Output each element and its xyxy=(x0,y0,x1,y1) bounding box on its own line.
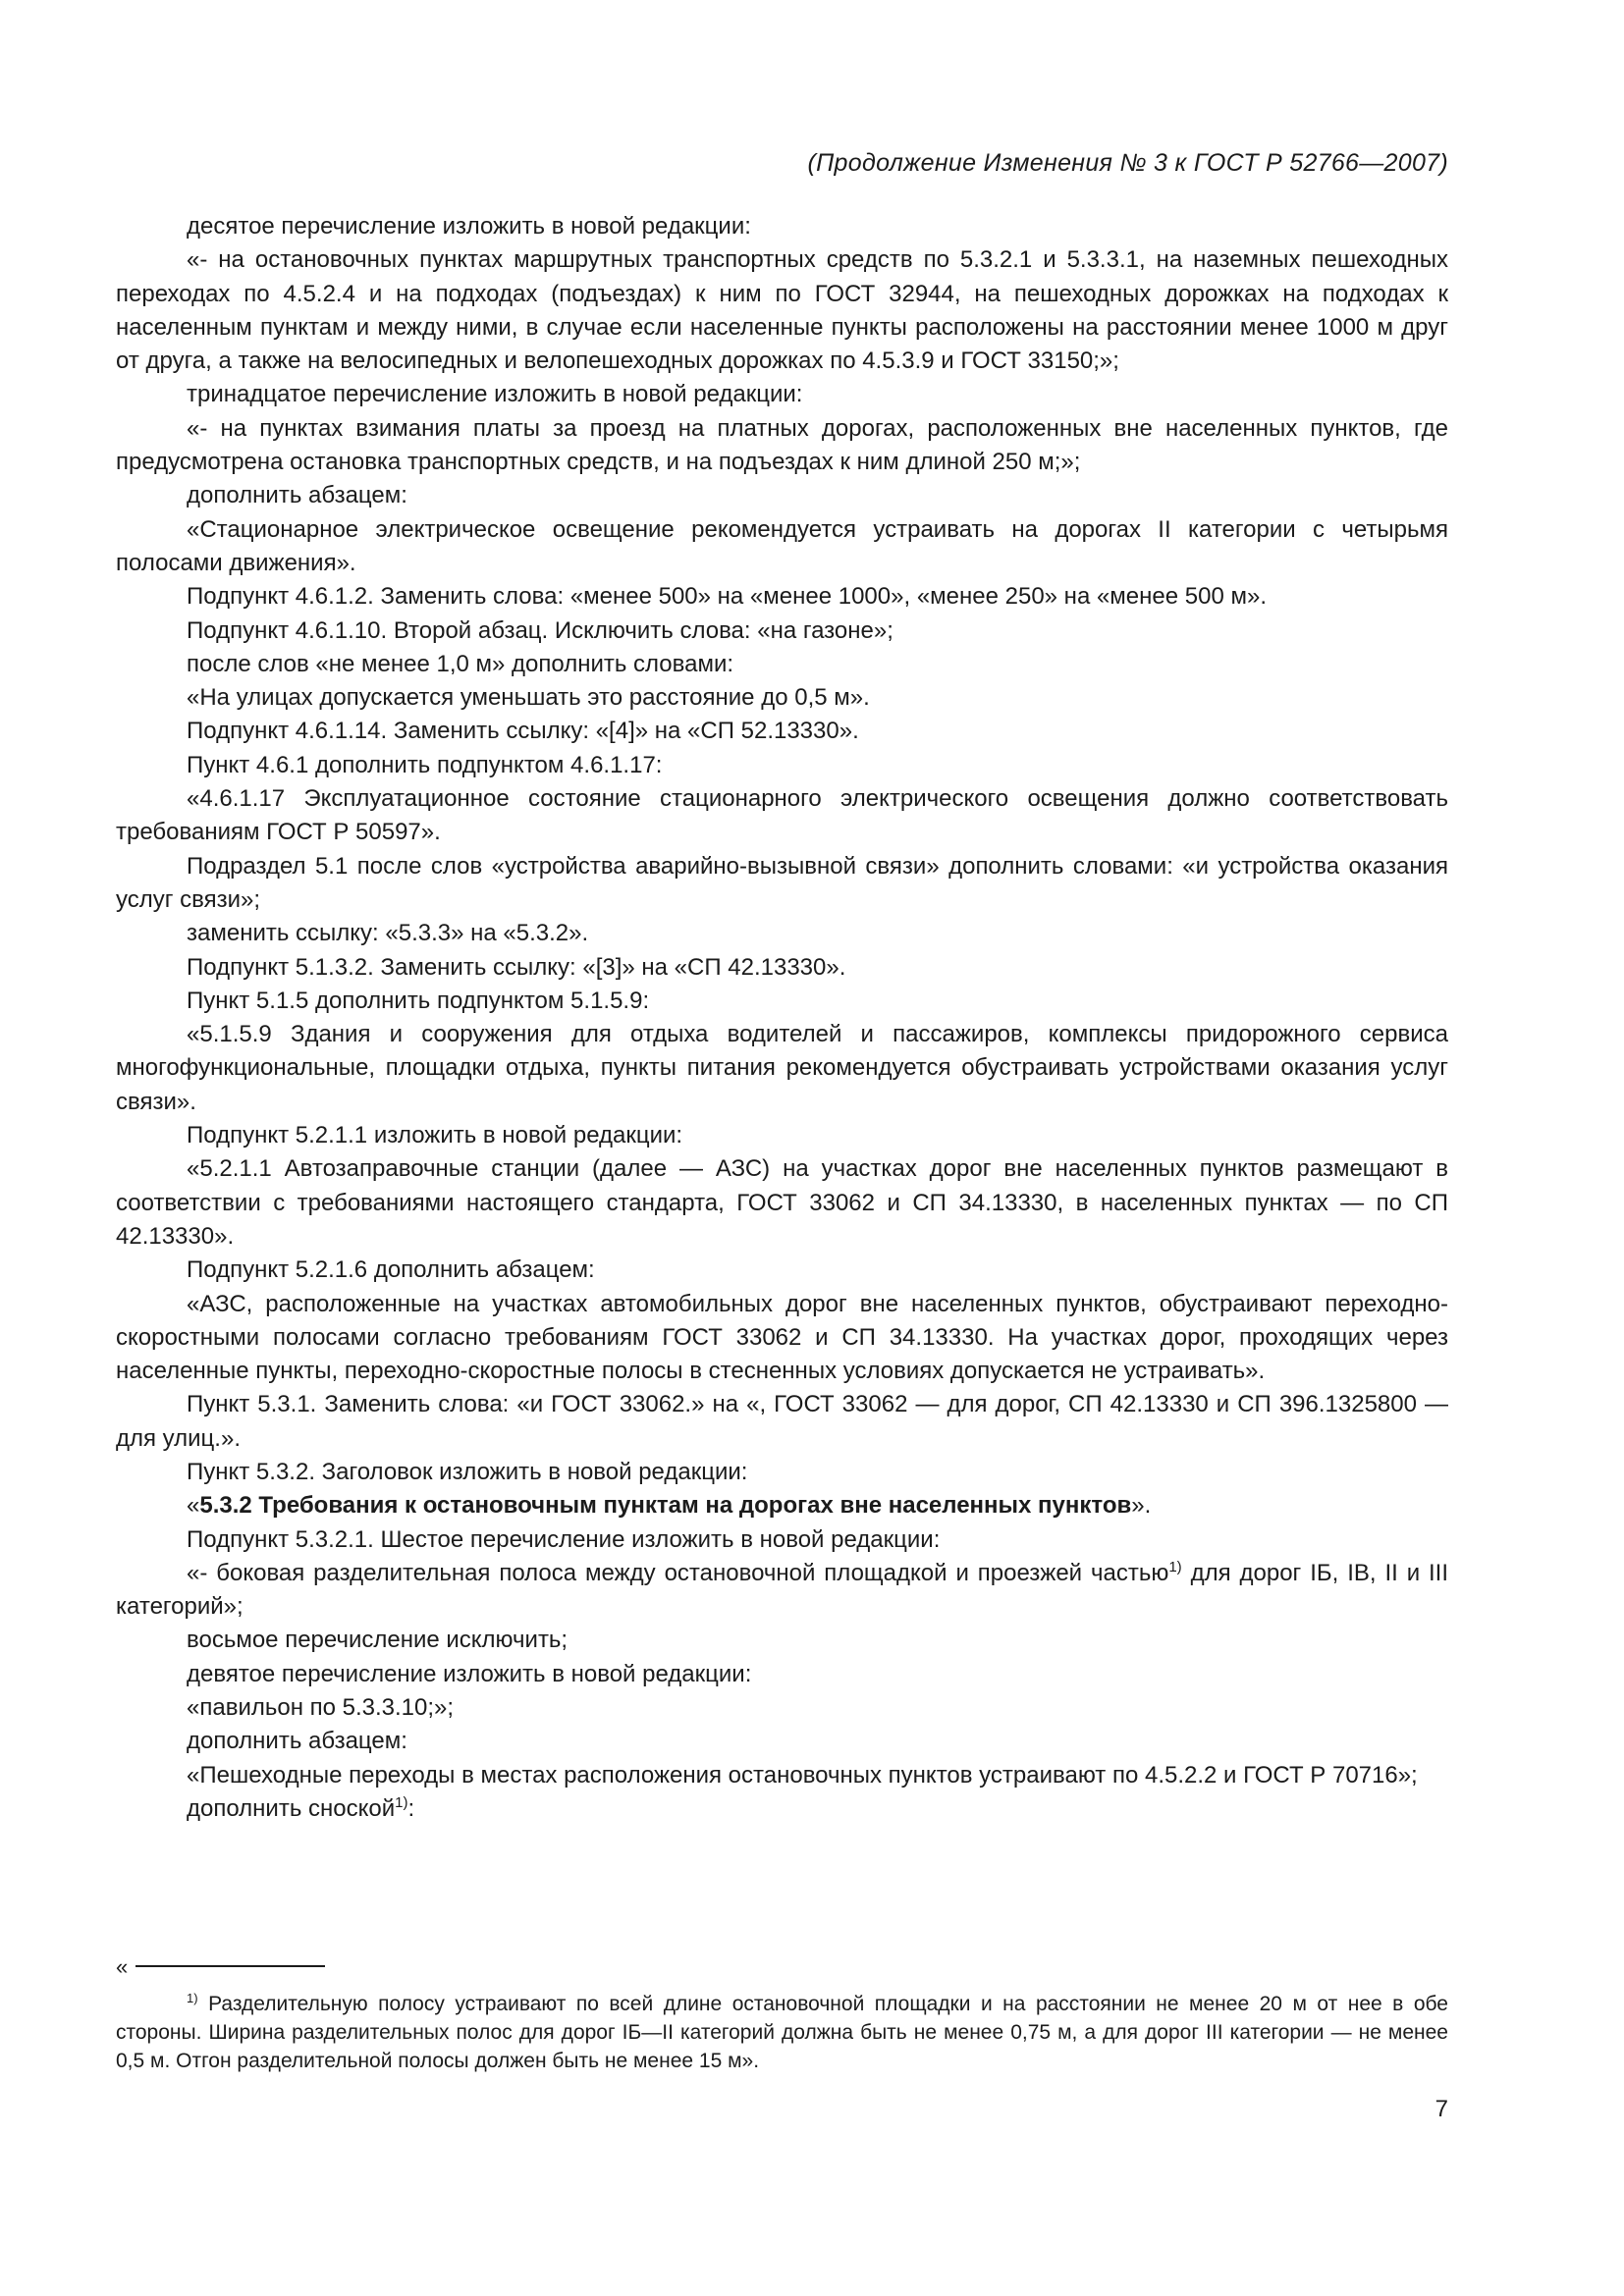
paragraph: «Пешеходные переходы в местах расположения остановочных пунктов устраивают по 4.5.2.2 и ГОСТ Р 70716»; xyxy=(187,1761,1418,1789)
section-heading-line xyxy=(116,1489,1448,1522)
paragraph: «4.6.1.17 Эксплуатационное состояние стационарного электрического освещения должно соответствовать требованиям ГОСТ Р 50597». xyxy=(116,785,1448,846)
paragraph: «Стационарное электрическое освещение рекомендуется устраивать на дорогах II категории с четырьмя полосами движения». xyxy=(116,515,1448,576)
paragraph: «павильон по 5.3.3.10;»; xyxy=(187,1694,455,1722)
section-heading-title: 5.3.2 Требования к остановочным пунктам на дорогах вне населенных пунктов xyxy=(199,1492,1132,1520)
heading-open-quote: « xyxy=(187,1492,200,1520)
paragraph: дополнить абзацем: xyxy=(187,482,407,509)
paragraph: тринадцатое перечисление изложить в новой редакции: xyxy=(187,381,803,408)
paragraph: десятое перечисление изложить в новой редакции: xyxy=(187,213,751,240)
document-body xyxy=(116,210,1448,1826)
paragraph: дополнить абзацем: xyxy=(187,1728,407,1755)
continuation-header: (Продолжение Изменения № 3 к ГОСТ Р 52766—2007) xyxy=(807,149,1448,177)
paragraph: после слов «не менее 1,0 м» дополнить словами: xyxy=(187,650,734,677)
footnote-open-quote: « xyxy=(116,1954,129,1979)
paragraph: Пункт 5.1.5 дополнить подпунктом 5.1.5.9: xyxy=(187,987,650,1014)
paragraph: Подпункт 4.6.1.14. Заменить ссылку: «[4]» на «СП 52.13330». xyxy=(187,718,859,745)
paragraph: «На улицах допускается уменьшать это расстояние до 0,5 м». xyxy=(187,684,870,712)
paragraph: Подпункт 4.6.1.2. Заменить слова: «менее 500» на «менее 1000», «менее 250» на «менее 500 м». xyxy=(187,583,1267,611)
footnote-reference: 1) xyxy=(395,1793,408,1811)
paragraph: Пункт 4.6.1 дополнить подпунктом 4.6.1.17: xyxy=(187,751,663,778)
footnote-area xyxy=(116,1956,1448,2096)
paragraph: Подпункт 5.1.3.2. Заменить ссылку: «[3]» на «СП 42.13330». xyxy=(187,953,846,981)
footnote-reference: 1) xyxy=(1168,1558,1182,1575)
heading-close: ». xyxy=(1131,1492,1152,1520)
paragraph: Подраздел 5.1 после слов «устройства аварийно-вызывной связи» дополнить словами: «и устройства оказания услуг связи»; xyxy=(116,852,1448,913)
separator-text: «- боковая разделительная полоса между остановочной площадкой и проезжей частью xyxy=(187,1559,1169,1586)
paragraph: «- на остановочных пунктах маршрутных транспортных средств по 5.3.2.1 и 5.3.3.1, на наземных пешеходных переходах по 4.5.2.4 и на подходах (подъездах) к ним по ГОСТ 32944, на пешеходных дорожках на подходах к населенным пунктам и между ними, в случае если населенные пункты расположены на расстоянии менее 1000 м друг от друга, а также на велосипедных и велопешеходных дорожках по 4.5.3.9 и ГОСТ 33150;»; xyxy=(116,246,1448,375)
paragraph: «- на пунктах взимания платы за проезд на платных дорогах, расположенных вне населенных пунктов, где предусмотрена остановка транспортных средств, и на подъездах к ним длиной 250 м;»; xyxy=(116,414,1448,476)
footnote-rule xyxy=(135,1965,325,1967)
paragraph: Подпункт 5.3.2.1. Шестое перечисление изложить в новой редакции: xyxy=(187,1525,941,1553)
footnote-separator xyxy=(116,1956,1448,1978)
page-number: 7 xyxy=(1435,2096,1448,2122)
paragraph: Подпункт 5.2.1.6 дополнить абзацем: xyxy=(187,1256,595,1284)
paragraph: «АЗС, расположенные на участках автомобильных дорог вне населенных пунктов, обустраивают переходно-скоростными полосами согласно требованиям ГОСТ 33062 и СП 34.13330. На участках дорог, проходящих через населенные пункты, переходно-скоростные полосы в стесненных условиях допускается не устраивать». xyxy=(116,1290,1448,1385)
paragraph: восьмое перечисление исключить; xyxy=(187,1627,568,1654)
paragraph: «5.1.5.9 Здания и сооружения для отдыха водителей и пассажиров, комплексы придорожного сервиса многофункциональные, площадки отдыха, пункты питания рекомендуется обустраивать устройствами оказания услуг связи». xyxy=(116,1021,1448,1115)
footnote-call-paragraph xyxy=(116,1792,1448,1826)
paragraph: Пункт 5.3.1. Заменить слова: «и ГОСТ 33062.» на «, ГОСТ 33062 — для дорог, СП 42.13330 и СП 396.1325800 — для улиц.». xyxy=(116,1391,1448,1452)
paragraph: девятое перечисление изложить в новой редакции: xyxy=(187,1660,752,1687)
footnote-text xyxy=(116,1990,1448,2075)
footnote-body: Разделительную полосу устраивают по всей длине остановочной площадки и на расстоянии не менее 20 м от нее в обе стороны. Ширина разделительных полос для дорог IБ—II категорий должна быть не менее 0,75 м, а для дорог III категории — не менее 0,5 м. Отгон разделительной полосы должен быть не менее 15 м». xyxy=(116,1993,1448,2072)
paragraph: Подпункт 4.6.1.10. Второй абзац. Исключить слова: «на газоне»; xyxy=(187,616,893,644)
paragraph: Пункт 5.3.2. Заголовок изложить в новой редакции: xyxy=(187,1458,748,1485)
paragraph: Подпункт 5.2.1.1 изложить в новой редакции: xyxy=(187,1122,683,1149)
separator-text-tail: для дорог IБ, IВ, II и III категорий»; xyxy=(116,1559,1449,1621)
paragraph: заменить ссылку: «5.3.3» на «5.3.2». xyxy=(187,920,589,947)
footnote-call-text: дополнить сноской xyxy=(187,1794,396,1822)
footnote-call-tail: : xyxy=(407,1794,415,1822)
separator-strip-paragraph xyxy=(116,1557,1448,1625)
footnote-marker: 1) xyxy=(187,1991,198,2005)
paragraph: «5.2.1.1 Автозаправочные станции (далее — АЗС) на участках дорог вне населенных пунктов размещают в соответствии с требованиями настоящего стандарта, ГОСТ 33062 и СП 34.13330, в населенных пунктах — по СП 42.13330». xyxy=(116,1155,1448,1250)
